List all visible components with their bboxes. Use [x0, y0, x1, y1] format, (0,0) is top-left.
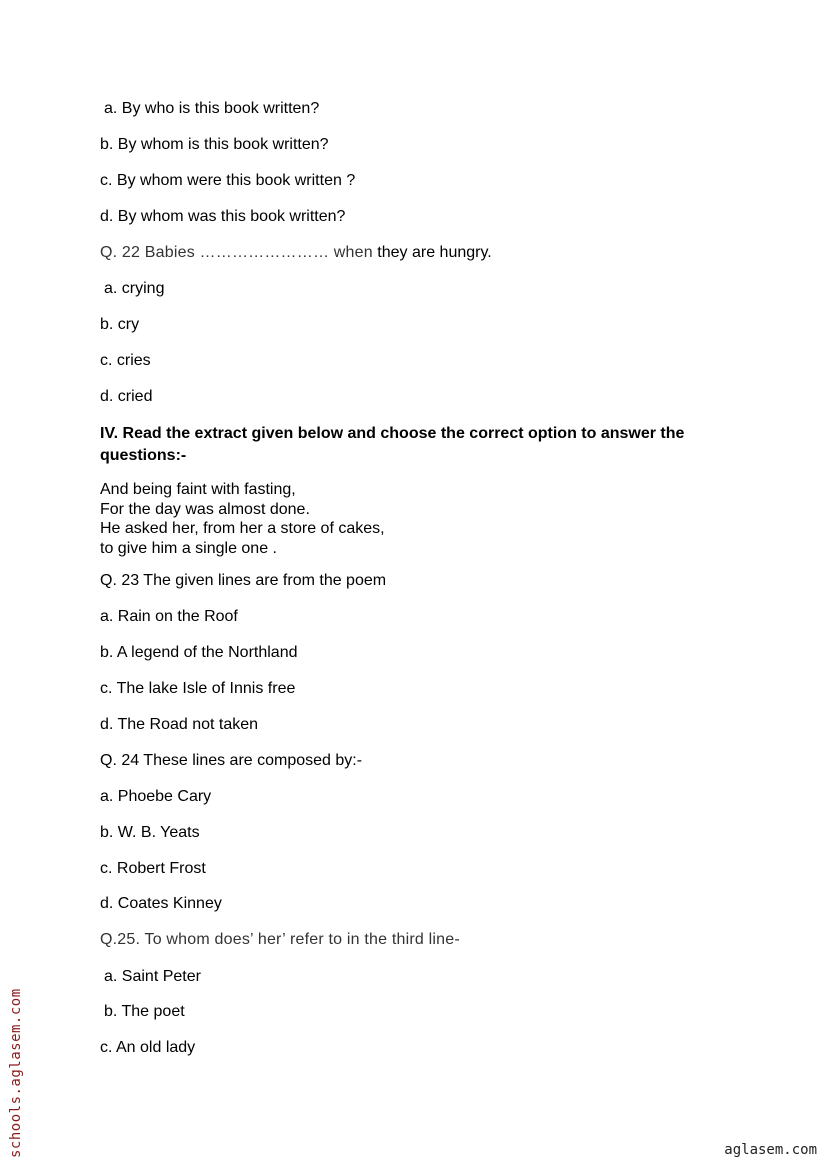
q22-stem-part1: Q. 22 Babies …………………… when	[100, 244, 373, 261]
poem-line: He asked her, from her a store of cakes,	[100, 520, 385, 537]
q24-option-a: a. Phoebe Cary	[100, 788, 212, 805]
q23-question: Q. 23 The given lines are from the poem	[100, 572, 387, 589]
q25-option-c: c. An old lady	[100, 1039, 196, 1056]
q22-option-d: d. cried	[100, 388, 153, 405]
q23-option-a: a. Rain on the Roof	[100, 608, 238, 625]
q24-option-b: b. W. B. Yeats	[100, 824, 200, 841]
q21-option-d: d. By whom was this book written?	[100, 208, 346, 225]
q23-option-c: c. The lake Isle of Innis free	[100, 680, 296, 697]
q25-option-b: b. The poet	[104, 1003, 185, 1020]
poem-line: And being faint with fasting,	[100, 481, 296, 498]
footer-watermark: aglasem.com	[724, 1142, 817, 1158]
q22-question	[100, 243, 492, 263]
q22-option-a: a. crying	[104, 280, 165, 297]
q22-stem-part2: they are hungry.	[372, 244, 492, 261]
q22-option-c: c. cries	[100, 352, 151, 369]
q23-option-b: b. A legend of the Northland	[100, 644, 298, 661]
q24-option-d: d. Coates Kinney	[100, 895, 222, 912]
section-heading-line2: questions:-	[100, 447, 187, 464]
q23-option-d: d. The Road not taken	[100, 716, 259, 733]
q21-option-c: c. By whom were this book written ?	[100, 172, 356, 189]
q21-option-b: b. By whom is this book written?	[100, 136, 329, 153]
q25-question: Q.25. To whom does’ her’ refer to in the third line-	[100, 931, 460, 948]
q21-option-a: a. By who is this book written?	[104, 100, 320, 117]
side-watermark: schools.aglasem.com	[8, 988, 24, 1158]
q24-option-c: c. Robert Frost	[100, 860, 206, 877]
poem-extract	[100, 480, 385, 558]
q25-option-a: a. Saint Peter	[104, 968, 201, 985]
poem-line: For the day was almost done.	[100, 500, 310, 518]
q24-question: Q. 24 These lines are composed by:-	[100, 752, 363, 769]
section-heading-line1: IV. Read the extract given below and choose the correct option to answer the	[100, 425, 685, 442]
poem-line: to give him a single one .	[100, 539, 277, 557]
q22-option-b: b. cry	[100, 316, 140, 333]
